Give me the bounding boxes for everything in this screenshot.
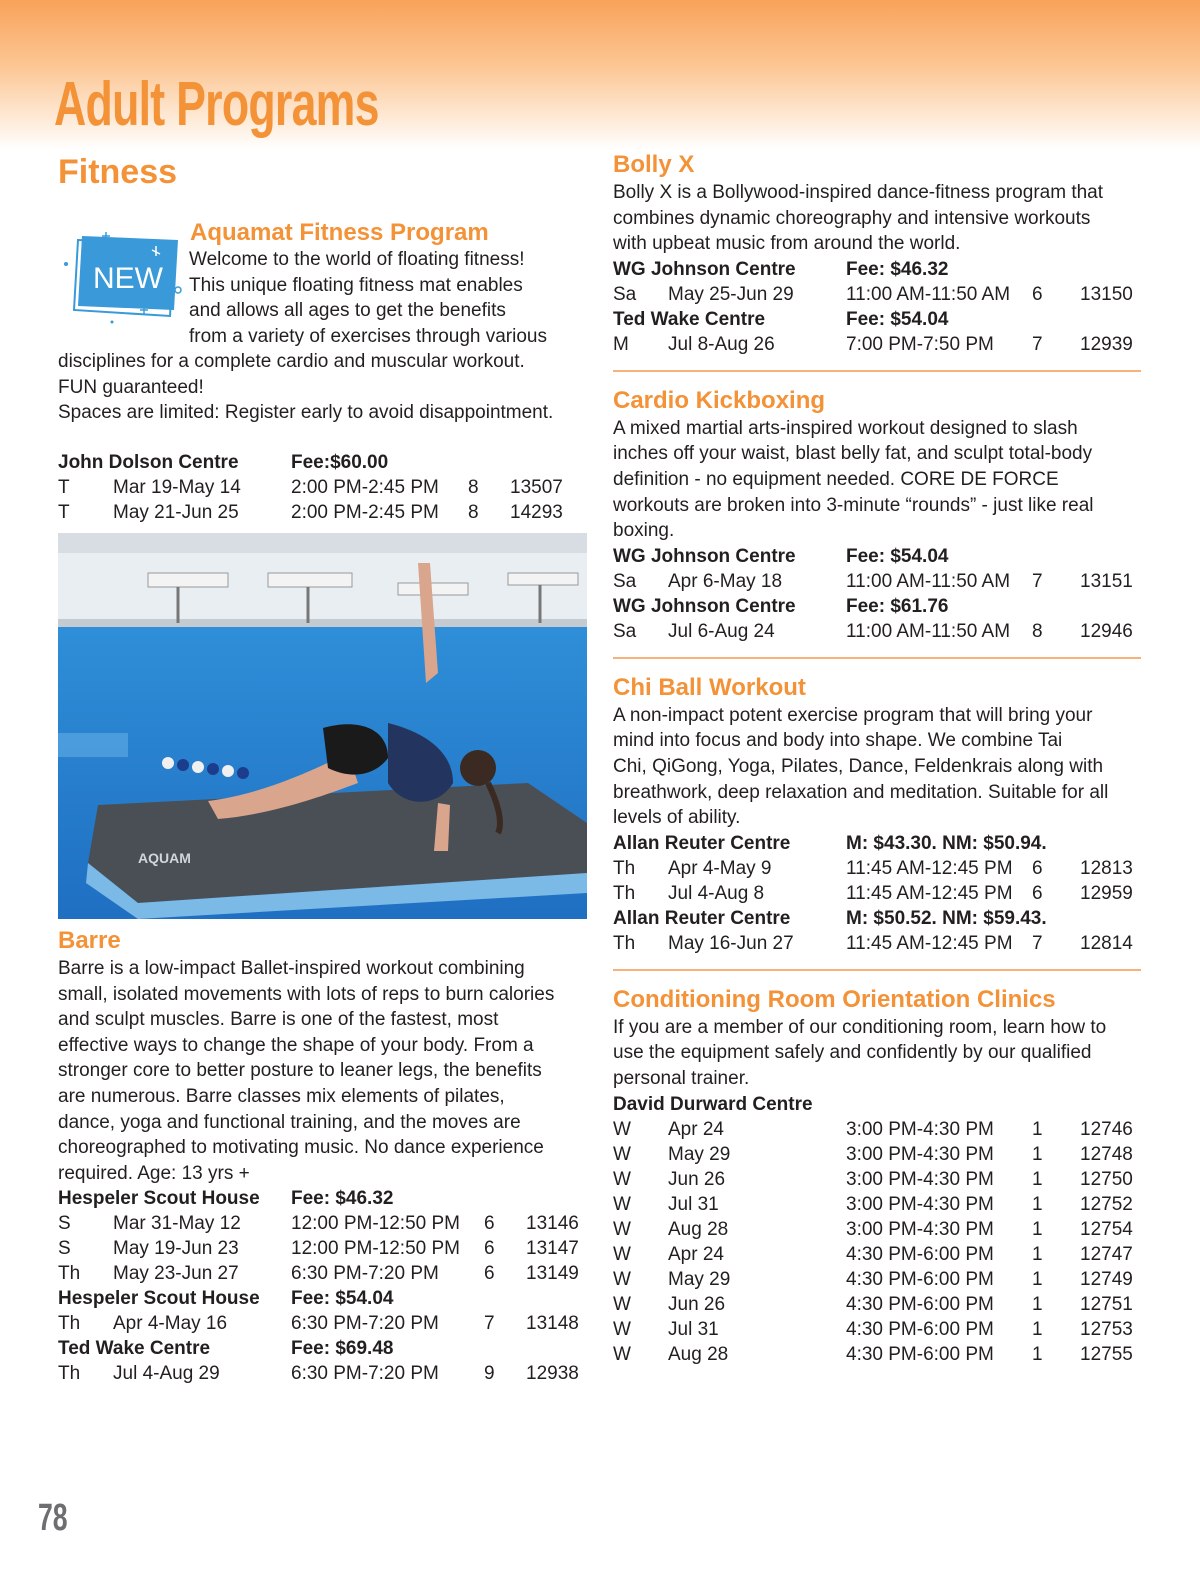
sessions: 1 <box>1032 1243 1043 1265</box>
dates: Jul 4-Aug 29 <box>113 1363 220 1385</box>
fee: Fee: $54.04 <box>846 545 949 567</box>
location-name: Allan Reuter Centre <box>613 907 791 929</box>
new-badge-label: NEW <box>93 262 163 295</box>
aquamat-line: FUN guaranteed! <box>58 376 204 398</box>
day: W <box>613 1168 631 1190</box>
chiball-title: Chi Ball Workout <box>613 673 806 701</box>
schedule-row <box>613 282 1141 307</box>
time: 7:00 PM-7:50 PM <box>846 333 994 355</box>
course-code: 12959 <box>1080 882 1133 904</box>
course-code: 12946 <box>1080 620 1133 642</box>
aquamat-line: from a variety of exercises through various <box>189 325 547 347</box>
dates: May 21-Jun 25 <box>113 502 239 523</box>
chiball-line: breathwork, deep relaxation and meditation. Suitable for all <box>613 781 1109 803</box>
schedule-row <box>613 1342 1141 1367</box>
day: Sa <box>613 620 637 642</box>
aquamat-line: disciplines for a complete cardio and muscular workout. <box>58 351 525 372</box>
sessions: 6 <box>1032 882 1043 904</box>
time: 4:30 PM-6:00 PM <box>846 1268 994 1290</box>
time: 11:00 AM-11:50 AM <box>846 570 1011 592</box>
cardio-line: A mixed martial arts-inspired workout designed to slash <box>613 417 1078 439</box>
location-row <box>613 544 1141 569</box>
course-code: 12748 <box>1080 1143 1133 1165</box>
aquamat-line: Spaces are limited: Register early to avoid disappointment. <box>58 402 554 424</box>
barre-line: small, isolated movements with lots of reps to burn calories <box>58 983 555 1005</box>
location-row <box>58 1336 598 1361</box>
dates: Jun 26 <box>668 1293 726 1315</box>
aquamat-photo <box>58 533 587 919</box>
dates: Jul 31 <box>668 1318 719 1340</box>
schedule-row <box>613 619 1141 644</box>
schedule-row <box>58 1311 598 1336</box>
sessions: 6 <box>484 1213 495 1235</box>
day: W <box>613 1293 631 1315</box>
time: 4:30 PM-6:00 PM <box>846 1243 994 1265</box>
fee: M: $43.30. NM: $50.94. <box>846 832 1047 854</box>
day: Sa <box>613 570 637 592</box>
barre-line: required. Age: 13 yrs + <box>58 1162 250 1184</box>
chiball-line: mind into focus and body into shape. We combine Tai <box>613 730 1063 752</box>
dates: Apr 6-May 18 <box>668 570 783 592</box>
location-row <box>58 450 590 475</box>
location-row <box>613 257 1141 282</box>
bollyx-title: Bolly X <box>613 151 695 178</box>
dates: Jul 31 <box>668 1193 719 1215</box>
sessions: 1 <box>1032 1168 1043 1190</box>
schedule-row <box>613 1242 1141 1267</box>
sessions: 1 <box>1032 1268 1043 1290</box>
course-code: 12751 <box>1080 1293 1133 1315</box>
course-code: 12939 <box>1080 333 1133 355</box>
day: Sa <box>613 283 637 305</box>
sessions: 7 <box>484 1313 495 1335</box>
schedule-row <box>613 332 1141 357</box>
sessions: 1 <box>1032 1218 1043 1240</box>
conditioning-title: Conditioning Room Orientation Clinics <box>613 985 1056 1013</box>
schedule-row <box>58 1236 598 1261</box>
conditioning-line: If you are a member of our conditioning room, learn how to <box>613 1016 1107 1038</box>
schedule-row <box>613 1267 1141 1292</box>
time: 11:45 AM-12:45 PM <box>846 932 1013 954</box>
sessions: 8 <box>468 502 479 523</box>
schedule-row <box>58 1211 598 1236</box>
time: 3:00 PM-4:30 PM <box>846 1193 994 1215</box>
dates: May 29 <box>668 1268 731 1290</box>
aquamat-line: Welcome to the world of floating fitness! <box>189 249 525 270</box>
day: W <box>613 1243 631 1265</box>
conditioning-line: personal trainer. <box>613 1067 750 1089</box>
dates: Jul 6-Aug 24 <box>668 620 775 642</box>
time: 6:30 PM-7:20 PM <box>291 1263 439 1285</box>
sessions: 8 <box>468 477 479 498</box>
fee: Fee: $46.32 <box>291 1188 394 1210</box>
dates: Apr 4-May 16 <box>113 1313 228 1335</box>
fee: Fee: $46.32 <box>846 258 949 280</box>
sessions: 7 <box>1032 932 1043 954</box>
day: Th <box>613 857 636 879</box>
schedule-row <box>613 1217 1141 1242</box>
fee: Fee: $54.04 <box>846 308 949 330</box>
dates: May 19-Jun 23 <box>113 1238 239 1260</box>
course-code: 12814 <box>1080 932 1133 954</box>
section-divider <box>613 370 1141 372</box>
day: T <box>58 502 70 523</box>
schedule-row <box>58 500 590 525</box>
course-code: 13507 <box>510 477 563 498</box>
barre-line: Barre is a low-impact Ballet-inspired workout combining <box>58 958 525 979</box>
time: 11:00 AM-11:50 AM <box>846 620 1011 642</box>
location-name: Allan Reuter Centre <box>613 832 791 854</box>
dates: Jul 8-Aug 26 <box>668 333 775 355</box>
fee: Fee: $69.48 <box>291 1338 394 1360</box>
course-code: 13146 <box>526 1213 579 1235</box>
cardio-line: definition - no equipment needed. CORE DE FORCE <box>613 468 1059 490</box>
barre-line: choreographed to motivating music. No dance experience <box>58 1137 544 1159</box>
location-row <box>58 1186 598 1211</box>
course-code: 12750 <box>1080 1168 1133 1190</box>
course-code: 13149 <box>526 1263 579 1285</box>
location-name: WG Johnson Centre <box>613 595 796 617</box>
time: 6:30 PM-7:20 PM <box>291 1363 439 1385</box>
dates: May 29 <box>668 1143 731 1165</box>
aquamat-schedule <box>58 450 590 525</box>
time: 12:00 PM-12:50 PM <box>291 1238 460 1260</box>
day: W <box>613 1318 631 1340</box>
schedule-row <box>613 856 1141 881</box>
dates: Mar 19-May 14 <box>113 477 241 498</box>
section-title: Fitness <box>58 153 178 191</box>
dates: Apr 24 <box>668 1243 724 1265</box>
dates: Mar 31-May 12 <box>113 1213 241 1235</box>
sessions: 1 <box>1032 1318 1043 1340</box>
sessions: 6 <box>484 1263 495 1285</box>
schedule-row <box>58 1361 598 1386</box>
sessions: 6 <box>1032 283 1043 305</box>
day: S <box>58 1213 71 1235</box>
sessions: 1 <box>1032 1118 1043 1140</box>
course-code: 12813 <box>1080 857 1133 879</box>
time: 2:00 PM-2:45 PM <box>291 502 439 523</box>
new-badge-graphic <box>56 226 186 326</box>
location-row <box>613 906 1141 931</box>
sessions: 6 <box>1032 857 1043 879</box>
schedule-row <box>613 1142 1141 1167</box>
schedule-row <box>613 881 1141 906</box>
course-code: 12753 <box>1080 1318 1133 1340</box>
schedule-row <box>58 475 590 500</box>
barre-line: stronger core to better posture to leaner legs, the benefits <box>58 1060 542 1082</box>
mat-brand: AQUAM <box>138 850 191 866</box>
course-code: 12746 <box>1080 1118 1133 1140</box>
schedule-row <box>613 1192 1141 1217</box>
schedule-row <box>613 1117 1141 1142</box>
time: 4:30 PM-6:00 PM <box>846 1343 994 1365</box>
right-column <box>613 150 1141 1367</box>
bollyx-line: combines dynamic choreography and intensive workouts <box>613 207 1091 229</box>
time: 11:45 AM-12:45 PM <box>846 857 1013 879</box>
time: 11:00 AM-11:50 AM <box>846 283 1011 305</box>
pool-illustration <box>58 533 587 919</box>
barre-line: effective ways to change the shape of your body. From a <box>58 1034 534 1056</box>
day: Th <box>613 932 636 954</box>
dates: May 25-Jun 29 <box>668 283 794 305</box>
course-code: 12938 <box>526 1363 579 1385</box>
barre-line: are numerous. Barre classes mix elements of pilates, <box>58 1085 505 1107</box>
dates: Jun 26 <box>668 1168 726 1190</box>
bollyx-line: Bolly X is a Bollywood-inspired dance-fitness program that <box>613 182 1104 203</box>
location-name: Ted Wake Centre <box>613 308 766 330</box>
barre-line: dance, yoga and functional training, and the moves are <box>58 1111 521 1133</box>
chiball-line: A non-impact potent exercise program that will bring your <box>613 704 1093 726</box>
day: W <box>613 1218 631 1240</box>
dates: Apr 4-May 9 <box>668 857 772 879</box>
time: 6:30 PM-7:20 PM <box>291 1313 439 1335</box>
time: 3:00 PM-4:30 PM <box>846 1218 994 1240</box>
section-divider <box>613 969 1141 971</box>
fee: M: $50.52. NM: $59.43. <box>846 907 1047 929</box>
location-name: Hespeler Scout House <box>58 1188 260 1210</box>
cardio-line: inches off your waist, blast belly fat, and sculpt total-body <box>613 443 1093 465</box>
cardio-line: workouts are broken into 3-minute “rounds” - just like real <box>613 494 1094 516</box>
day: T <box>58 477 70 498</box>
dates: Apr 24 <box>668 1118 724 1140</box>
location-name: Hespeler Scout House <box>58 1288 260 1310</box>
schedule-row <box>613 1167 1141 1192</box>
location-row <box>613 831 1141 856</box>
sessions: 8 <box>1032 620 1043 642</box>
location-row <box>613 307 1141 332</box>
conditioning-line: use the equipment safely and confidently by our qualified <box>613 1042 1092 1064</box>
day: W <box>613 1193 631 1215</box>
dates: Aug 28 <box>668 1343 729 1365</box>
fee: Fee: $54.04 <box>291 1288 394 1310</box>
barre-line: and sculpt muscles. Barre is one of the fastest, most <box>58 1009 499 1031</box>
day: W <box>613 1118 631 1140</box>
aquamat-intro <box>189 247 589 349</box>
fee: Fee: $61.76 <box>846 595 949 617</box>
sessions: 1 <box>1032 1143 1043 1165</box>
schedule-row <box>613 569 1141 594</box>
sessions: 9 <box>484 1363 495 1385</box>
dates: Jul 4-Aug 8 <box>668 882 765 904</box>
location-name: WG Johnson Centre <box>613 258 796 280</box>
schedule-row <box>613 1317 1141 1342</box>
page-title: Adult Programs <box>54 70 379 139</box>
day: S <box>58 1238 71 1260</box>
sessions: 1 <box>1032 1293 1043 1315</box>
page-number: 78 <box>38 1497 68 1539</box>
course-code: 13150 <box>1080 283 1133 305</box>
fee: Fee:$60.00 <box>291 452 389 473</box>
location-row <box>58 1286 598 1311</box>
time: 12:00 PM-12:50 PM <box>291 1213 460 1235</box>
sessions: 7 <box>1032 333 1043 355</box>
course-code: 12754 <box>1080 1218 1133 1240</box>
sessions: 1 <box>1032 1193 1043 1215</box>
course-code: 12752 <box>1080 1193 1133 1215</box>
chiball-line: Chi, QiGong, Yoga, Pilates, Dance, Feldenkrais along with <box>613 755 1104 777</box>
day: Th <box>613 882 636 904</box>
location-row <box>613 1092 1141 1117</box>
barre-title: Barre <box>58 927 121 954</box>
time: 3:00 PM-4:30 PM <box>846 1118 994 1140</box>
location-name: Ted Wake Centre <box>58 1338 211 1360</box>
course-code: 12749 <box>1080 1268 1133 1290</box>
section-divider <box>613 657 1141 659</box>
bollyx-line: with upbeat music from around the world. <box>613 233 961 255</box>
cardio-title: Cardio Kickboxing <box>613 386 826 414</box>
day: W <box>613 1143 631 1165</box>
day: W <box>613 1343 631 1365</box>
schedule-row <box>58 1261 598 1286</box>
time: 4:30 PM-6:00 PM <box>846 1318 994 1340</box>
schedule-row <box>613 1292 1141 1317</box>
location-row <box>613 594 1141 619</box>
day: M <box>613 333 629 355</box>
cardio-line: boxing. <box>613 520 675 542</box>
dates: May 23-Jun 27 <box>113 1263 239 1285</box>
location-name: John Dolson Centre <box>58 452 239 473</box>
time: 3:00 PM-4:30 PM <box>846 1168 994 1190</box>
time: 3:00 PM-4:30 PM <box>846 1143 994 1165</box>
course-code: 14293 <box>510 502 563 523</box>
aquamat-line: and allows all ages to get the benefits <box>189 300 506 322</box>
time: 11:45 AM-12:45 PM <box>846 882 1013 904</box>
day: Th <box>58 1263 81 1285</box>
new-badge <box>56 226 186 326</box>
sessions: 7 <box>1032 570 1043 592</box>
dates: May 16-Jun 27 <box>668 932 794 954</box>
sessions: 6 <box>484 1238 495 1260</box>
aquamat-line: This unique floating fitness mat enables <box>189 274 523 296</box>
barre-section <box>58 926 598 1386</box>
chiball-line: levels of ability. <box>613 807 741 829</box>
aquamat-description <box>58 349 598 426</box>
sessions: 1 <box>1032 1343 1043 1365</box>
course-code: 12755 <box>1080 1343 1133 1365</box>
dates: Aug 28 <box>668 1218 729 1240</box>
day: Th <box>58 1313 81 1335</box>
location-name: David Durward Centre <box>613 1093 813 1115</box>
course-code: 12747 <box>1080 1243 1133 1265</box>
time: 2:00 PM-2:45 PM <box>291 477 439 498</box>
day: Th <box>58 1363 81 1385</box>
course-code: 13147 <box>526 1238 579 1260</box>
course-code: 13151 <box>1080 570 1133 592</box>
aquamat-title: Aquamat Fitness Program <box>190 219 489 246</box>
course-code: 13148 <box>526 1313 579 1335</box>
time: 4:30 PM-6:00 PM <box>846 1293 994 1315</box>
location-name: WG Johnson Centre <box>613 545 796 567</box>
day: W <box>613 1268 631 1290</box>
schedule-row <box>613 931 1141 956</box>
